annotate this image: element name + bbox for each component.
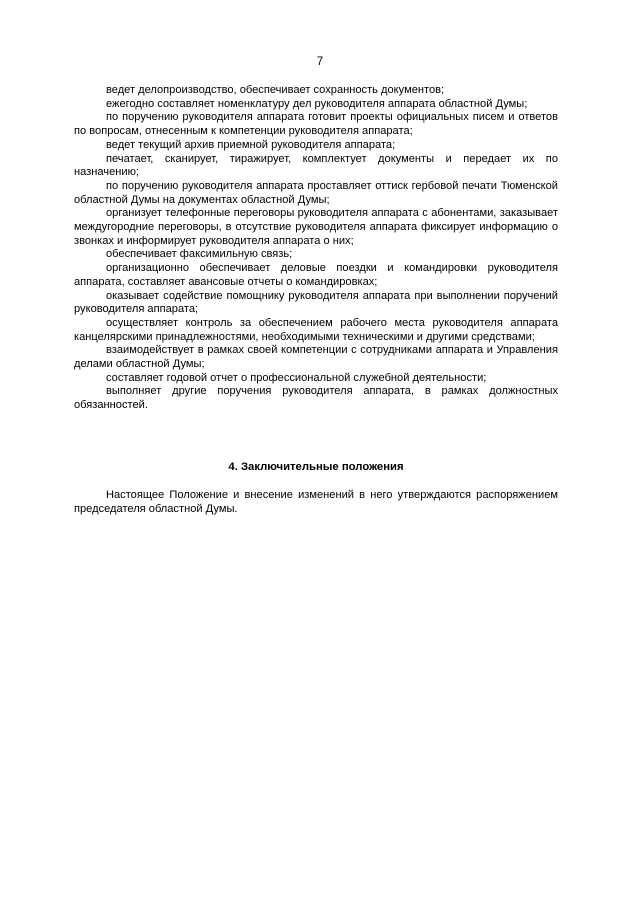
duty-item: печатает, сканирует, тиражирует, комплектует документы и передает их по назначению; (74, 152, 558, 179)
duty-item: организационно обеспечивает деловые поездки и командировки руководителя аппарата, составляет авансовые отчеты о командировках; (74, 262, 558, 288)
duty-item: организует телефонные переговоры руководителя аппарата с абонентами, заказывает междугородние переговоры, в отсутствие руководителя аппарата фиксирует информацию о звонках и информирует руководителя аппарата о них; (74, 207, 558, 247)
duty-item: ведет делопроизводство, обеспечивает сохранность документов; (106, 84, 445, 96)
duty-item: выполняет другие поручения руководителя аппарата, в рамках должностных обязанностей. (74, 385, 558, 412)
closing-paragraph: Настоящее Положение и внесение изменений в него утверждаются распоряжением председателя областной Думы. (74, 489, 558, 515)
duty-item: осуществляет контроль за обеспечением рабочего места руководителя аппарата канцелярскими принадлежностями, необходимыми техническими и другими средствами; (74, 316, 558, 343)
duty-item: обеспечивает факсимильную связь; (106, 248, 293, 261)
duty-item: ведет текущий архив приемной руководителя аппарата; (106, 138, 396, 151)
duties-list (74, 84, 558, 413)
duty-item: ежегодно составляет номенклатуру дел руководителя аппарата областной Думы; (106, 97, 528, 110)
page-number: 7 (316, 56, 324, 68)
section-heading: 4. Заключительные положения (228, 461, 404, 473)
duty-item: по поручению руководителя аппарата проставляет оттиск гербовой печати Тюменской областной Думы на документах областной Думы; (74, 179, 558, 206)
closing-section (74, 489, 558, 516)
duty-item: по поручению руководителя аппарата готовит проекты официальных писем и ответов по вопросам, отнесенным к компетенции руководителя аппарата; (74, 111, 558, 138)
duty-item: взаимодействует в рамках своей компетенции с сотрудниками аппарата и Управления делами областной Думы; (74, 344, 558, 371)
duty-item: составляет годовой отчет о профессиональной служебной деятельности; (106, 371, 487, 384)
duty-item: оказывает содействие помощнику руководителя аппарата при выполнении поручений руководителя аппарата; (74, 289, 558, 316)
